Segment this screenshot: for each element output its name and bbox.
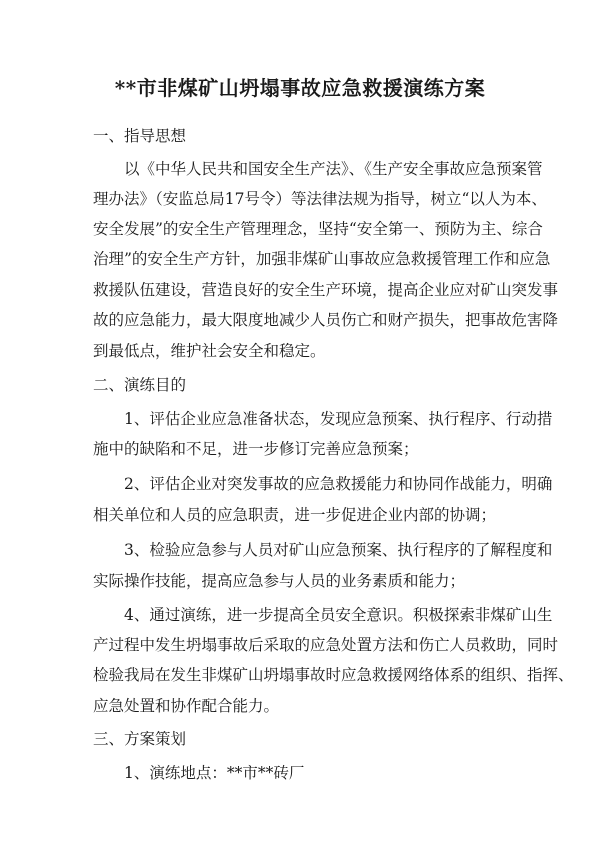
paragraph-line: 4、通过演练，进一步提高全员安全意识。积极探索非煤矿山生: [124, 606, 553, 624]
paragraph-line: 相关单位和人员的应急职责，进一步促进企业内部的协调；: [93, 506, 497, 524]
paragraph-line: 到最低点，维护社会安全和稳定。: [93, 342, 326, 360]
paragraph-line: 1、评估企业应急准备状态，发现应急预案、执行程序、行动措: [124, 410, 553, 428]
paragraph-line: 检验我局在发生非煤矿山坍塌事故时应急救援网络体系的组织、指挥、: [93, 666, 574, 684]
paragraph-line: 1、演练地点：**市**砖厂: [124, 764, 305, 782]
paragraph-line: 应急处置和协作配合能力。: [93, 697, 280, 715]
paragraph-line: 安全发展”的安全生产管理理念，坚持“安全第一、预防为主、综合: [93, 220, 543, 238]
paragraph-line: 3、检验应急参与人员对矿山应急预案、执行程序的了解程度和: [124, 541, 553, 559]
section-heading-guiding-ideology: 一、指导思想: [93, 127, 187, 145]
section-heading-drill-purpose: 二、演练目的: [93, 376, 187, 394]
paragraph-line: 治理”的安全生产方针，加强非煤矿山事故应急救援管理工作和应急: [93, 250, 551, 268]
paragraph-line: 产过程中发生坍塌事故后采取的应急处置方法和伤亡人员救助，同时: [93, 636, 559, 654]
paragraph-line: 2、评估企业对突发事故的应急救援能力和协同作战能力，明确: [124, 475, 553, 493]
section-heading-plan: 三、方案策划: [93, 730, 187, 748]
paragraph-line: 理办法》（安监总局17号令）等法律法规为指导，树立“以人为本、: [93, 190, 547, 208]
document-title: **市非煤矿山坍塌事故应急救援演练方案: [114, 76, 486, 100]
paragraph-line: 施中的缺陷和不足，进一步修订完善应急预案；: [93, 440, 419, 458]
paragraph-line: 救援队伍建设，营造良好的安全生产环境，提高企业应对矿山突发事: [93, 281, 559, 299]
paragraph-line: 故的应急能力，最大限度地减少人员伤亡和财产损失，把事故危害降: [93, 311, 559, 329]
paragraph-line: 实际操作技能，提高应急参与人员的业务素质和能力；: [93, 572, 466, 590]
paragraph-line: 以《中华人民共和国安全生产法》、《生产安全事故应急预案管: [124, 160, 543, 178]
